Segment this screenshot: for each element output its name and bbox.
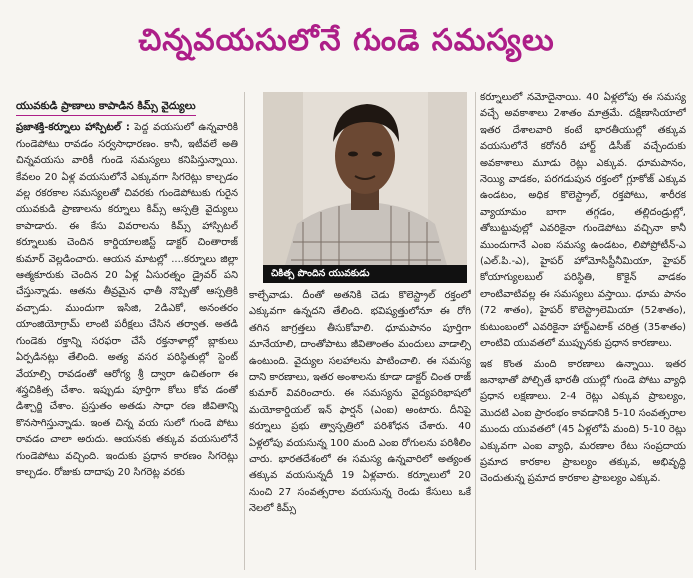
person-photo-icon (263, 92, 467, 272)
column-divider (244, 92, 245, 570)
article-text: పెద్ద వయసులో ఉన్నవారికి గుండెపోటు రావడం సర్వసాధారణం. కానీ, ఇటీవలే అతి చిన్నవయసు వారికీ గుండె సమస్యలు కనిపిస్తున్నాయి. కేవలం 20 ఏళ్ల వయసులోనే ఎక్కువగా సిగరెట్లు కాల్చడం వల్ల రకరకాల సమస్యలతో చివరకు గుండెపోటుకు గురైన యువకుడి ప్రాణాలను కర్నూలు కిమ్స్ ఆస్పత్రి వైద్యులు కాపాడారు. ఈ కేసు వివరాలను కిమ్స్ హాస్పిటల్ కర్నూలుకు చెందిన కార్డియాలజిస్ట్ డాక్టర్ చింతారాజ్ కుమార్ వెల్లడించారు. ఆయన మాటల్లో ....కర్నూలు జిల్లా ఆత్మకూరుకు చెందిన 20 ఏళ్ల ఏసురత్నం డ్రైవర్ పని చేస్తున్నాడు. ఆతను తీవ్రమైన ఛాతీ నొప్పితో ఆస్పత్రికి వచ్చాడు. ముందుగా ఇసిజి, 2డిఎకో, అనంతరం యాంజియోగ్రామ్ లాంటి పరీక్షలు చేసిన తర్వాత. అతడి గుండెకు రక్తాన్ని సరఫరా చేసే రక్తనాళాల్లో బ్లాకులు ఏర్పడినట్లు తేలింది. అత్య వసర పరిస్థితుల్లో స్టెంట్ వేయాల్సి రావడంతో ఆరోగ్య శ్రీ ద్వారా ఉచితంగా ఈ శస్త్రచికిత్స చేశాం. ఇప్పుడు పూర్తిగా కోలు కోవ డంతో డిశ్చార్జి చేశాం. ప్రస్తుతం అతడు సాధా రణ జీవితాన్ని కొనసాగిస్తున్నాడు. ఇంత చిన్న వయ సులో గుండె పోటు రావడం చాలా అరుదు. ఆయనకు తక్కువ వయసులోనే గుండెపోటు వచ్చింది. ఇందుకు ప్రధాన కారణం సిగరెట్లు కాల్చడం. రోజుకు దాదాపు 20 సిగరెట్ల వరకు (16, 122, 238, 478)
article-column-left (16, 98, 238, 568)
article-photo (263, 92, 467, 272)
article-paragraph: ఇక కొంత మంది కారణాలు ఉన్నాయి. ఇతర జనాభాతో పోల్చితే భారతీ యుల్లో గుండె పోటు వ్యాధి ప్రధాన లక్షణాలు. 2-4 రెట్లు ఎక్కువ ప్రాబల్యం, మొదటి ఎంఐ ప్రారంభం కావడానికి 5-10 సంవత్సరాల ముందు యువతలో (45 ఏళ్లలోపే మంది) 5-10 రెట్లు ఎక్కువగా ఎంఐ వ్యాధి, మరణాల రేటు సంప్రదాయ ప్రమాద కారకాల ప్రాబల్యం తక్కువ, అభివృద్ధి చెందుతున్న ప్రమాద కారకాల ప్రాబల్యం ఎక్కువ. (480, 358, 686, 485)
article-column-right (480, 90, 686, 570)
article-paragraph (16, 120, 238, 481)
article-paragraph: కాల్చేవాడు. దీంతో అతనికి చెడు కొలెస్ట్రాల్ రక్తంలో ఎక్కువగా ఉన్నదని తేలింది. భవిష్యత్తులోనూ ఈ రోగి తగిన జాగ్రత్తలు తీసుకోవాలి. ధూమపానం పూర్తిగా మానేయాలి, దాంతోపాటు జీవితాంతం మందులు వాడాల్సి ఉంటుంది. వైద్యుల సలహాలను పాటించాలి. ఈ సమస్య దాని కారణాలు, ఇతర అంశాలను కూడా డాక్టర్ చింత రాజ్ కుమార్ వివరించారు. ఈ సమస్యను వైద్యపరిభాషలో మయోకార్డియల్ ఇన్ ఫార్షన్ (ఎంఐ) అంటారు. దీనిపై కర్నూలు ప్రభు త్వాస్పత్రిలో పరిశోధన చేశారు. 40 ఏళ్లలోపు వయసున్న 100 మంది ఎంఐ రోగులను పరిశీలిం చారు. భారతదేశంలో ఈ సమస్య ఉన్నవారిలో అత్యంత తక్కువ వయసున్నదీ 19 ఏళ్లవారు. కర్నూలులో 20 నుంచి 27 సంవత్సరాల వయసున్న రెండు కేసులు ఒకే నెలలో కిమ్స్ (249, 290, 471, 515)
photo-caption: చికిత్స పొందిన యువకుడు (263, 265, 467, 283)
article-kicker: యువకుడి ప్రాణాలు కాపాడిన కిమ్స్ వైద్యులు (16, 98, 196, 116)
column-divider (475, 92, 476, 570)
headline: చిన్నవయసులోనే గుండె సమస్యలు (138, 23, 555, 58)
article-paragraph: కర్నూలులో నమోదైనాయి. 40 ఏళ్లలోపు ఈ సమస్య వచ్చే అవకాశాలు 2శాతం మాత్రమే. దక్షిణాసియాలో ఇతర దేశాలవారి కంటే భారతీయుల్లో తక్కువ వయసులోనే కరోనరీ హార్ట్ డిసీజ్ వచ్చేందుకు అవకాశాలు మూడు రెట్లు ఎక్కువ. ధూమపానం, నెయ్యి వాడకం, పరగడుపున రక్తంలో గ్లూకోజ్ ఎక్కువ ఉండటం, అధిక కొలెస్ట్రాల్, రక్తపోటు, శారీరక వ్యాయామం బాగా తగ్గడం, తల్లిదండ్రుల్లో, తోబుట్టువుల్లో ఎవరికైనా గుండెపోటు వచ్చినా కానీ ముందుగానే ఎంఐ సమస్య ఉండటం, లిపోప్రోటీన్-ఎ (ఎల్.పి.-ఎ), హైపర్ హోమోసిస్టీనీమియా, హైపర్ కోయాగ్యులబుల్ పరిస్థితి, కొకైన్ వాడకం లాంటివాటివల్ల ఈ సమస్యలు వస్తాయి. ధూమ పానం (72 శాతం), హైపర్ కొలెస్ట్రాలెమియా (52శాతం), కుటుంబంలో ఎవరికైనా హార్ట్ఎటాక్ చరిత్ర (35శాతం) లాంటివి యువతలో ముప్పునకు ప్రధాన కారణాలు. (480, 92, 686, 350)
article-dateline: ప్రజాశక్తి-కర్నూలు హాస్పిటల్ : (16, 122, 130, 134)
article-column-middle (249, 288, 471, 570)
